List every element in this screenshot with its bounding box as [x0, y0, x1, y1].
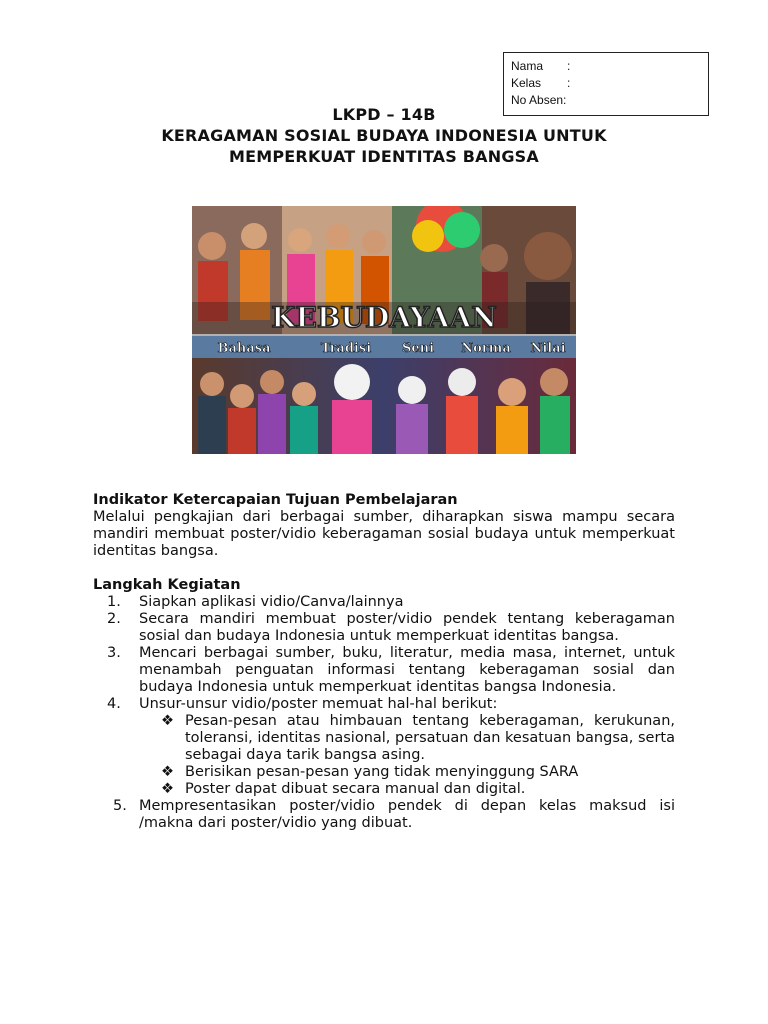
list-item	[93, 611, 675, 645]
step-number: 2.	[107, 611, 121, 627]
diamond-bullet-icon: ❖	[161, 713, 174, 729]
indikator-heading: Indikator Ketercapaian Tujuan Pembelajaran	[93, 492, 458, 508]
step-number: 5.	[113, 798, 127, 814]
tag-norma: Norma	[461, 341, 511, 356]
step-number: 4.	[107, 696, 121, 712]
tag-tradisi: Tradisi	[320, 341, 372, 356]
diamond-bullet-icon: ❖	[161, 764, 174, 780]
absen-label: No Absen:	[511, 93, 567, 107]
tag-bahasa: Bahasa	[217, 341, 271, 356]
langkah-heading: Langkah Kegiatan	[93, 577, 241, 593]
unsur-sub-list	[93, 713, 675, 798]
list-item	[93, 696, 675, 713]
sub-item-text: Poster dapat dibuat secara manual dan digital.	[185, 781, 526, 797]
sub-list-item	[161, 713, 675, 764]
sub-list-item	[161, 764, 675, 781]
sub-item-text: Berisikan pesan-pesan yang tidak menyinggung SARA	[185, 764, 579, 780]
step-number: 3.	[107, 645, 121, 661]
sub-list-item	[161, 781, 675, 798]
document-title	[0, 104, 768, 167]
list-item	[93, 594, 675, 611]
diamond-bullet-icon: ❖	[161, 781, 174, 797]
sub-item-text: Pesan-pesan atau himbauan tentang keberagaman, kerukunan, toleransi, identitas nasional, persatuan dan kesatuan bangsa, serta sebagai daya tarik bangsa asing.	[185, 713, 675, 763]
kelas-separator: :	[567, 76, 571, 90]
title-main-line1: KERAGAMAN SOSIAL BUDAYA INDONESIA UNTUK	[161, 126, 607, 145]
nama-label: Nama	[511, 59, 544, 73]
step-text: Siapkan aplikasi vidio/Canva/lainnya	[139, 594, 404, 610]
list-item	[93, 645, 675, 696]
indikator-body: Melalui pengkajian dari berbagai sumber, diharapkan siswa mampu secara mandiri membuat poster/vidio keberagaman sosial budaya untuk memperkuat identitas bangsa.	[93, 509, 675, 559]
step-text: Secara mandiri membuat poster/vidio pendek tentang keberagaman sosial dan budaya Indonesia untuk memperkuat identitas bangsa.	[139, 611, 675, 644]
title-code: LKPD – 14B	[332, 105, 436, 124]
tag-nilai: Nilai	[530, 341, 566, 356]
nama-row	[511, 58, 708, 75]
kebudayaan-collage	[192, 206, 576, 454]
kebudayaan-image	[192, 206, 576, 454]
worksheet-content	[93, 492, 675, 832]
nama-separator: :	[567, 59, 571, 73]
step-text: Mempresentasikan poster/vidio pendek di depan kelas maksud isi /makna dari poster/vidio yang dibuat.	[139, 798, 675, 831]
list-item-step5	[93, 798, 675, 832]
title-main-line2: MEMPERKUAT IDENTITAS BANGSA	[229, 147, 539, 166]
step-text: Mencari berbagai sumber, buku, literatur, media masa, internet, untuk menambah penguatan informasi tentang keberagaman sosial dan budaya Indonesia untuk memperkuat identitas bangsa Indonesia.	[139, 645, 675, 695]
langkah-steps-list	[93, 594, 675, 713]
kelas-row	[511, 75, 708, 92]
step-number: 1.	[107, 594, 121, 610]
kelas-label: Kelas	[511, 76, 542, 90]
tag-seni: Seni	[401, 341, 435, 356]
banner-text: KEBUDAYAAN	[271, 301, 497, 334]
step-text: Unsur-unsur vidio/poster memuat hal-hal berikut:	[139, 696, 498, 712]
